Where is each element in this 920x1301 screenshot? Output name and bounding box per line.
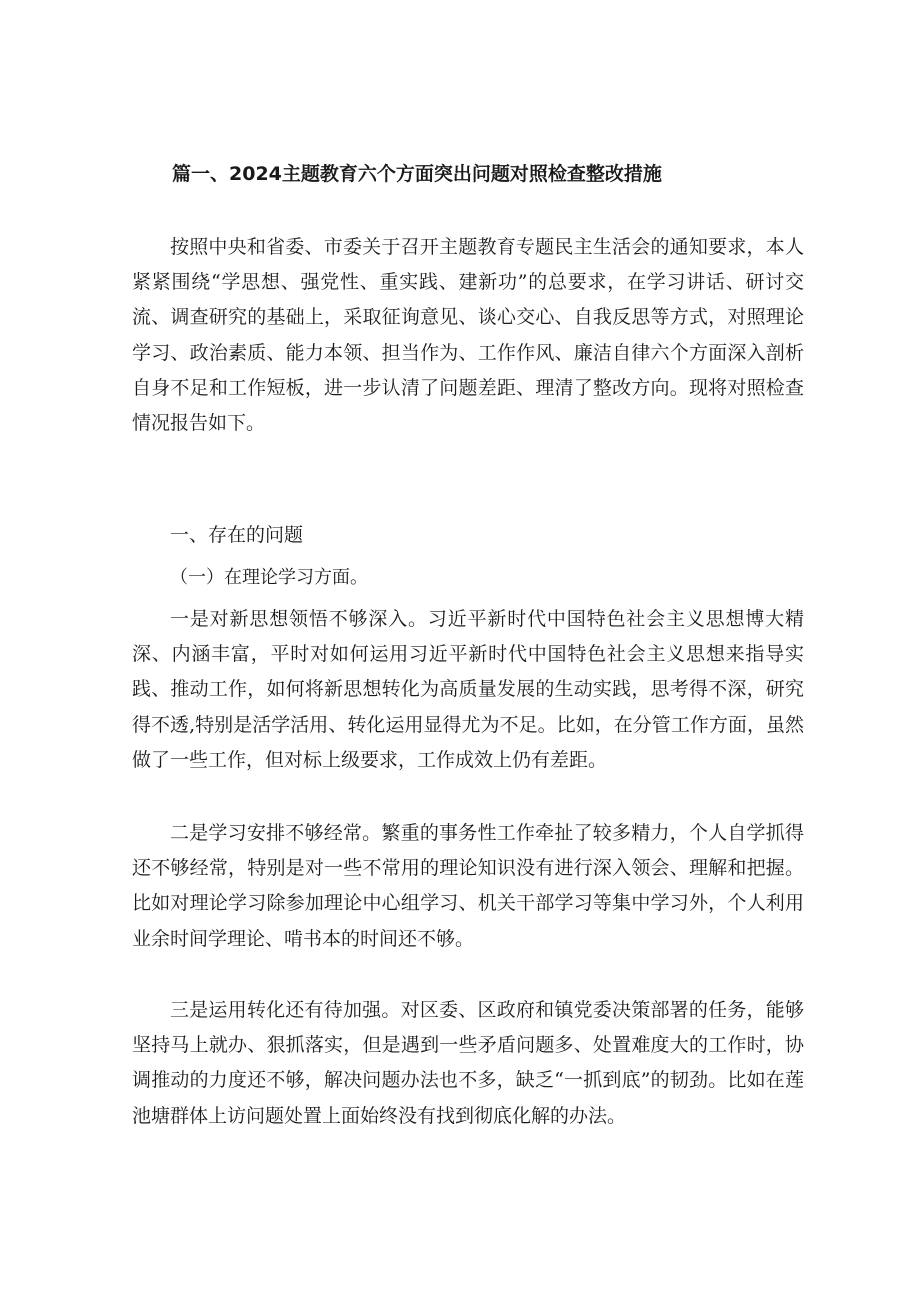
intro-paragraph: 按照中央和省委、市委关于召开主题教育专题民主生活会的通知要求，本人紧紧围绕“学思想、强党性、重实践、建新功”的总要求，在学习讲话、研讨交流、调查研究的基础上，采取征询意见、谈心交心、自我反思等方式，对照理论学习、政治素质、能力本领、担当作为、工作作风、廉洁自律六个方面深入剖析自身不足和工作短板，进一步认清了问题差距、理清了整改方向。现将对照检查情况报告如下。 — [132, 236, 804, 435]
body-paragraph-2: 二是学习安排不够经常。繁重的事务性工作牵扯了较多精力，个人自学抓得还不够经常，特别是对一些不常用的理论知识没有进行深入领会、理解和把握。比如对理论学习除参加理论中心组学习、机关干部学习等集中学习外，个人利用业余时间学理论、啃书本的时间还不够。 — [132, 822, 804, 950]
subsection-heading: （一）在理论学习方面。 — [170, 567, 368, 588]
document-title: 篇一、2024主题教育六个方面突出问题对照检查整改措施 — [172, 163, 662, 185]
section-heading: 一、存在的问题 — [170, 524, 304, 546]
body-paragraph-1: 一是对新思想领悟不够深入。习近平新时代中国特色社会主义思想博大精深、内涵丰富，平时对如何运用习近平新时代中国特色社会主义思想来指导实践、推动工作，如何将新思想转化为高质量发展的生动实践，思考得不深，研究得不透,特别是活学活用、转化运用显得尤为不足。比如，在分管工作方面，虽然做了一些工作，但对标上级要求，工作成效上仍有差距。 — [132, 608, 804, 771]
body-paragraph-3: 三是运用转化还有待加强。对区委、区政府和镇党委决策部署的任务，能够坚持马上就办、狠抓落实，但是遇到一些矛盾问题多、处置难度大的工作时，协调推动的力度还不够，解决问题办法也不多，缺乏“一抓到底”的韧劲。比如在莲池塘群体上访问题处置上面始终没有找到彻底化解的办法。 — [132, 999, 804, 1127]
